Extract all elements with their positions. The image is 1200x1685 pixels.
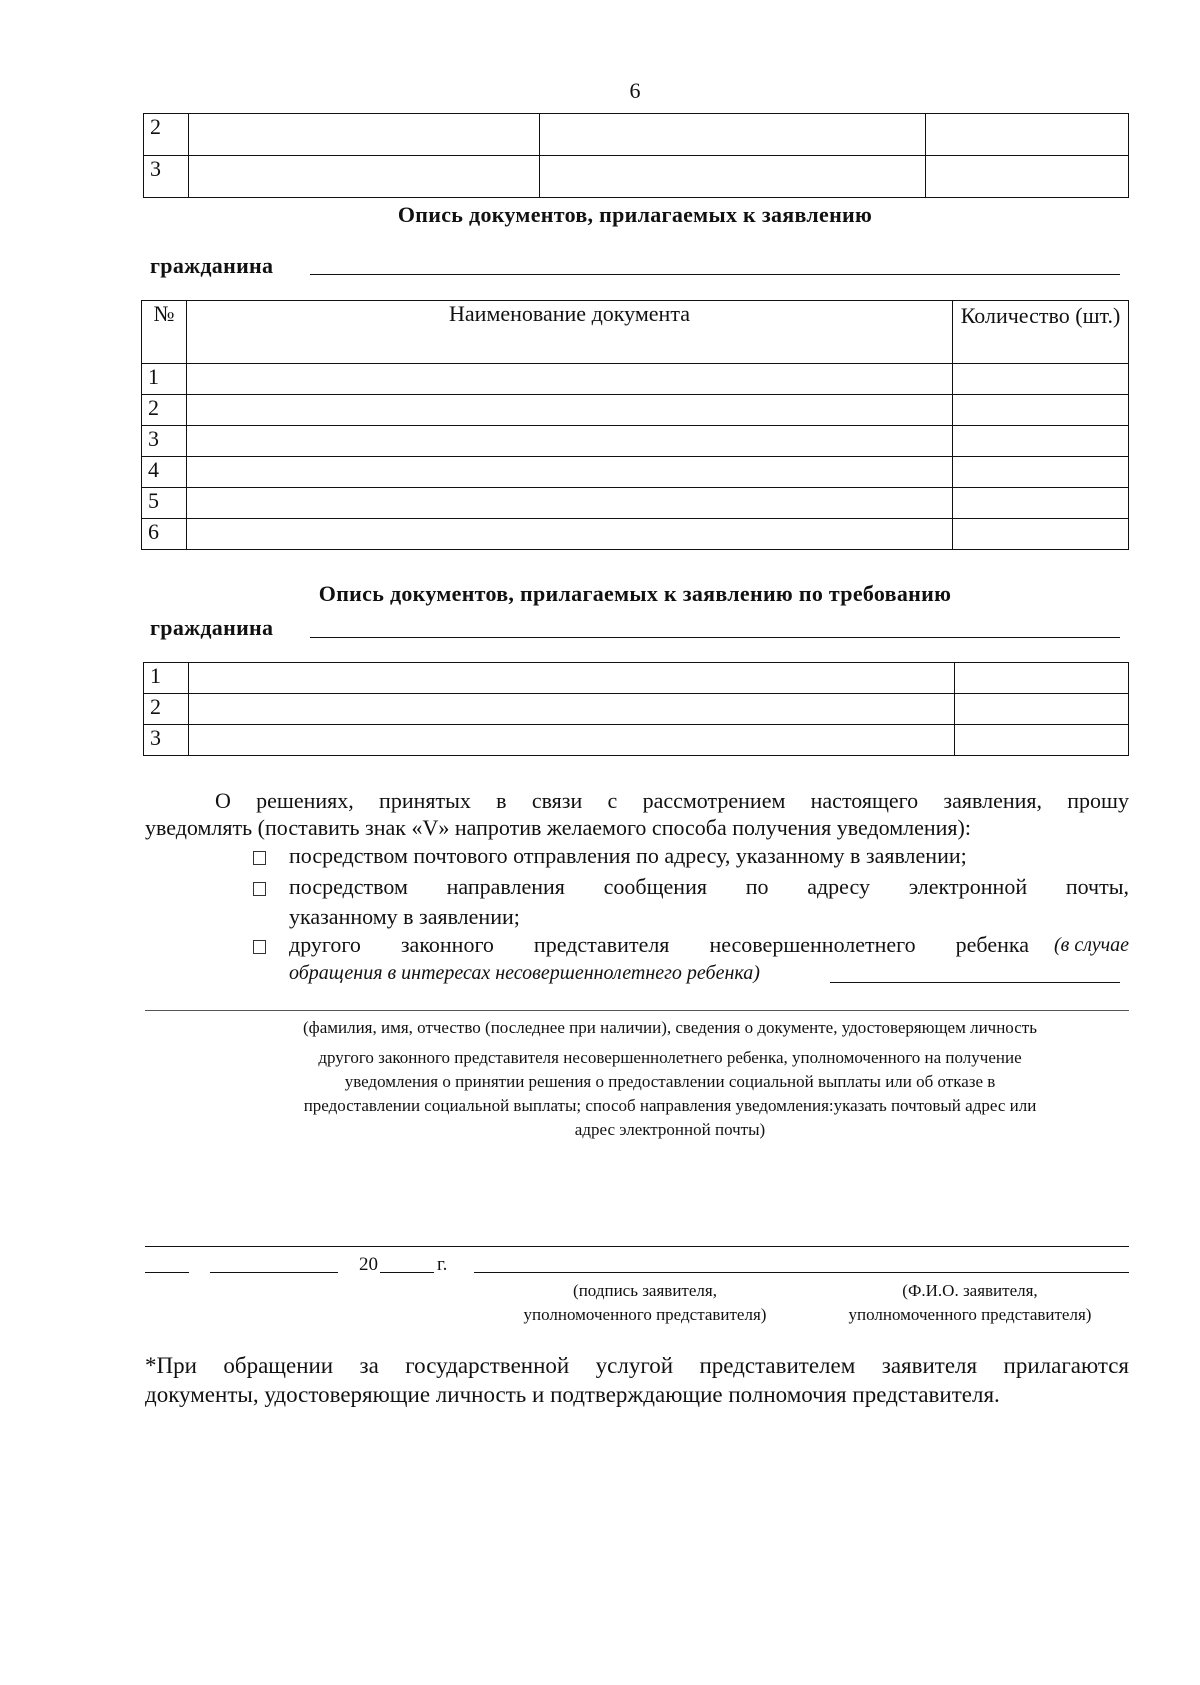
citizen-name-line-2 <box>310 637 1120 638</box>
footnote-line2: документы, удостоверяющие личность и подтверждающие полномочия представителя. <box>145 1382 1000 1407</box>
table-cell <box>187 488 953 519</box>
date-day-line <box>145 1272 189 1273</box>
table-cell <box>187 364 953 395</box>
section2-title: Опись документов, прилагаемых к заявлению по требованию <box>318 581 952 606</box>
details-caption-2: другого законного представителя несовершеннолетнего ребенка, уполномоченного на получение <box>318 1048 1022 1067</box>
section2-citizen-label: гражданина <box>150 615 274 640</box>
table-cell <box>189 114 540 156</box>
table-cell: 3 <box>144 156 189 198</box>
table-cell <box>187 519 953 550</box>
col-header-quantity: Количество (шт.) <box>953 301 1129 364</box>
details-caption-5: адрес электронной почты) <box>574 1120 766 1139</box>
table-cell <box>953 488 1129 519</box>
page-number: 6 <box>629 78 641 103</box>
table-cell <box>187 426 953 457</box>
table-cell: 2 <box>144 114 189 156</box>
table-cell <box>187 457 953 488</box>
table-row-number: 3 <box>142 426 187 457</box>
table-cell <box>926 156 1129 198</box>
table-cell <box>189 725 955 756</box>
signature-caption-2: уполномоченного представителя) <box>523 1305 767 1324</box>
table-cell <box>189 694 955 725</box>
table-cell <box>953 426 1129 457</box>
checkbox-legal-rep[interactable] <box>253 940 266 954</box>
fio-caption-2: уполномоченного представителя) <box>848 1305 1092 1324</box>
table-row-number: 2 <box>142 395 187 426</box>
legal-rep-line <box>830 982 1120 983</box>
notification-intro-line2: уведомлять (поставить знак «V» напротив желаемого способа получения уведомления): <box>145 815 971 840</box>
details-caption-4: предоставлении социальной выплаты; способ направления уведомления:указать почтовый адрес или <box>303 1096 1037 1115</box>
date-month-line <box>210 1272 338 1273</box>
table-cell <box>953 395 1129 426</box>
top-table <box>143 113 1129 198</box>
table-cell <box>189 663 955 694</box>
table-cell <box>955 663 1129 694</box>
details-caption-3: уведомления о принятии решения о предоставлении социальной выплаты или об отказе в <box>344 1072 996 1091</box>
signature-caption-1: (подпись заявителя, <box>573 1281 717 1300</box>
table-row-number: 1 <box>144 663 189 694</box>
table-row-number: 5 <box>142 488 187 519</box>
section1-title: Опись документов, прилагаемых к заявлению <box>397 202 873 227</box>
table-row-number: 4 <box>142 457 187 488</box>
date-year-suffix: г. <box>437 1254 448 1275</box>
legal-rep-details-line <box>145 1010 1129 1011</box>
citizen-name-line <box>310 274 1120 275</box>
table-cell <box>955 694 1129 725</box>
documents-table <box>141 300 1129 550</box>
col-header-doc-name: Наименование документа <box>187 301 953 364</box>
option-email: посредством направления сообщения по адресу электронной почты, <box>289 874 1129 899</box>
date-year-prefix: 20 <box>359 1254 378 1275</box>
table-cell <box>926 114 1129 156</box>
details-caption-1: (фамилия, имя, отчество (последнее при наличии), сведения о документе, удостоверяющем личность <box>303 1018 1037 1037</box>
table-cell <box>955 725 1129 756</box>
date-year-line <box>380 1272 434 1273</box>
footnote-line1: *При обращении за государственной услугой представителем заявителя прилагаются <box>145 1353 1129 1378</box>
table-cell <box>540 114 926 156</box>
table-cell <box>189 156 540 198</box>
checkbox-postal[interactable] <box>253 851 266 865</box>
section1-citizen-label: гражданина <box>150 253 274 278</box>
table-cell <box>953 364 1129 395</box>
fio-caption-1: (Ф.И.О. заявителя, <box>902 1281 1038 1300</box>
table-cell <box>540 156 926 198</box>
signature-line <box>474 1272 1129 1273</box>
checkbox-email[interactable] <box>253 882 266 896</box>
option-legal-rep-note: (в случае <box>1054 934 1129 956</box>
option-legal-rep: другого законного представителя несовершеннолетнего ребенка <box>289 932 1029 957</box>
option-postal: посредством почтового отправления по адресу, указанному в заявлении; <box>289 843 967 868</box>
table-row-number: 6 <box>142 519 187 550</box>
option-email-cont: указанному в заявлении; <box>289 904 520 929</box>
table-cell <box>953 519 1129 550</box>
table-row-number: 3 <box>144 725 189 756</box>
col-header-number: № <box>142 301 187 364</box>
table-row-number: 2 <box>144 694 189 725</box>
requested-documents-table <box>143 662 1129 756</box>
table-cell <box>953 457 1129 488</box>
option-legal-rep-note-cont: обращения в интересах несовершеннолетнего ребенка) <box>289 962 760 984</box>
notification-intro-line1: О решениях, принятых в связи с рассмотрением настоящего заявления, прошу <box>215 788 1129 813</box>
table-row-number: 1 <box>142 364 187 395</box>
signature-top-line <box>145 1246 1129 1247</box>
table-cell <box>187 395 953 426</box>
